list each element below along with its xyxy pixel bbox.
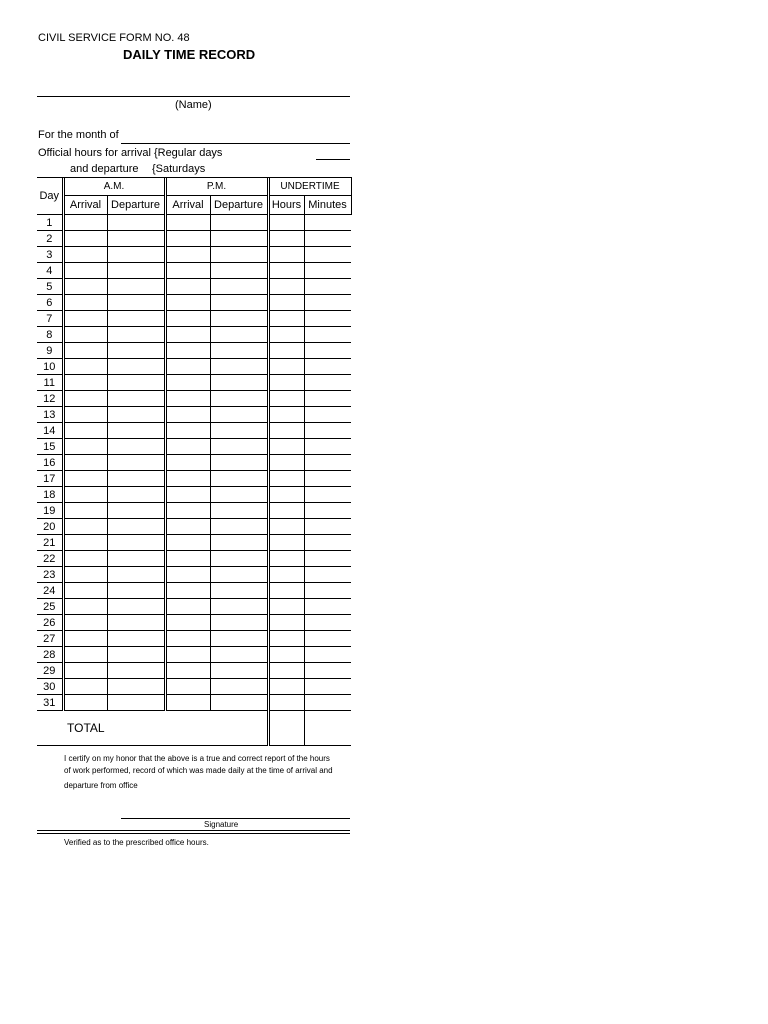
day-number: 18 bbox=[37, 487, 63, 503]
day-row bbox=[37, 231, 351, 247]
undertime-hours-cell[interactable] bbox=[268, 423, 304, 439]
am-arrival-cell[interactable] bbox=[63, 551, 107, 567]
day-row bbox=[37, 663, 351, 679]
day-number: 17 bbox=[37, 471, 63, 487]
undertime-hours-cell[interactable] bbox=[268, 439, 304, 455]
name-label: (Name) bbox=[175, 99, 212, 111]
pm-arrival-cell[interactable] bbox=[165, 679, 210, 695]
pm-arrival-cell[interactable] bbox=[165, 327, 210, 343]
day-number: 29 bbox=[37, 663, 63, 679]
day-number: 31 bbox=[37, 695, 63, 711]
day-row bbox=[37, 567, 351, 583]
pm-arrival-cell[interactable] bbox=[165, 231, 210, 247]
am-departure-cell[interactable] bbox=[107, 311, 165, 327]
am-departure-cell[interactable] bbox=[107, 455, 165, 471]
day-number: 11 bbox=[37, 375, 63, 391]
am-arrival-cell[interactable] bbox=[63, 327, 107, 343]
day-number: 2 bbox=[37, 231, 63, 247]
am-arrival-cell[interactable] bbox=[63, 599, 107, 615]
pm-departure-cell[interactable] bbox=[210, 423, 268, 439]
undertime-minutes-cell[interactable] bbox=[304, 599, 351, 615]
day-row bbox=[37, 471, 351, 487]
undertime-minutes-cell[interactable] bbox=[304, 423, 351, 439]
undertime-hours-cell[interactable] bbox=[268, 647, 304, 663]
day-header: Day bbox=[37, 178, 63, 215]
day-number: 13 bbox=[37, 407, 63, 423]
pm-arrival-cell[interactable] bbox=[165, 247, 210, 263]
page-title: DAILY TIME RECORD bbox=[123, 47, 256, 62]
pm-departure-cell[interactable] bbox=[210, 567, 268, 583]
day-row bbox=[37, 247, 351, 263]
undertime-minutes-cell[interactable] bbox=[304, 407, 351, 423]
day-row bbox=[37, 583, 351, 599]
am-arrival-cell[interactable] bbox=[63, 583, 107, 599]
pm-arrival-cell[interactable] bbox=[165, 503, 210, 519]
am-arrival-cell[interactable] bbox=[63, 487, 107, 503]
signature-line[interactable] bbox=[121, 818, 350, 819]
am-departure-cell[interactable] bbox=[107, 343, 165, 359]
am-departure-cell[interactable] bbox=[107, 599, 165, 615]
undertime-hours-cell[interactable] bbox=[268, 343, 304, 359]
day-row bbox=[37, 615, 351, 631]
am-arrival-cell[interactable] bbox=[63, 471, 107, 487]
form-number: CIVIL SERVICE FORM NO. 48 bbox=[38, 32, 190, 44]
day-row bbox=[37, 279, 351, 295]
pm-departure-cell[interactable] bbox=[210, 503, 268, 519]
undertime-header: UNDERTIME bbox=[268, 178, 351, 196]
month-label: For the month of bbox=[38, 129, 119, 141]
pm-arrival-cell[interactable] bbox=[165, 407, 210, 423]
certification-line-3: departure from office bbox=[64, 781, 138, 790]
pm-arrival-cell[interactable] bbox=[165, 631, 210, 647]
am-arrival-cell[interactable] bbox=[63, 295, 107, 311]
undertime-hours-header: Hours bbox=[268, 196, 304, 215]
am-departure-cell[interactable] bbox=[107, 631, 165, 647]
am-arrival-cell[interactable] bbox=[63, 679, 107, 695]
am-header: A.M. bbox=[63, 178, 165, 196]
pm-departure-cell[interactable] bbox=[210, 679, 268, 695]
am-departure-cell[interactable] bbox=[107, 359, 165, 375]
pm-arrival-cell[interactable] bbox=[165, 583, 210, 599]
pm-departure-cell[interactable] bbox=[210, 311, 268, 327]
undertime-minutes-cell[interactable] bbox=[304, 663, 351, 679]
am-departure-cell[interactable] bbox=[107, 423, 165, 439]
am-departure-header: Departure bbox=[107, 196, 165, 215]
day-row bbox=[37, 423, 351, 439]
pm-departure-cell[interactable] bbox=[210, 551, 268, 567]
am-departure-cell[interactable] bbox=[107, 535, 165, 551]
am-arrival-cell[interactable] bbox=[63, 663, 107, 679]
undertime-minutes-cell[interactable] bbox=[304, 439, 351, 455]
pm-departure-cell[interactable] bbox=[210, 439, 268, 455]
am-arrival-cell[interactable] bbox=[63, 439, 107, 455]
total-minutes-cell[interactable] bbox=[304, 711, 351, 746]
undertime-minutes-cell[interactable] bbox=[304, 311, 351, 327]
undertime-hours-cell[interactable] bbox=[268, 391, 304, 407]
am-arrival-cell[interactable] bbox=[63, 423, 107, 439]
am-arrival-cell[interactable] bbox=[63, 695, 107, 711]
am-departure-cell[interactable] bbox=[107, 551, 165, 567]
certification-line-2: of work performed, record of which was made daily at the time of arrival and bbox=[64, 766, 333, 775]
undertime-minutes-cell[interactable] bbox=[304, 343, 351, 359]
am-arrival-cell[interactable] bbox=[63, 263, 107, 279]
pm-arrival-cell[interactable] bbox=[165, 359, 210, 375]
undertime-hours-cell[interactable] bbox=[268, 583, 304, 599]
pm-departure-cell[interactable] bbox=[210, 359, 268, 375]
undertime-minutes-cell[interactable] bbox=[304, 263, 351, 279]
day-row bbox=[37, 391, 351, 407]
undertime-minutes-cell[interactable] bbox=[304, 279, 351, 295]
pm-arrival-cell[interactable] bbox=[165, 599, 210, 615]
pm-departure-cell[interactable] bbox=[210, 247, 268, 263]
day-row bbox=[37, 407, 351, 423]
pm-departure-cell[interactable] bbox=[210, 263, 268, 279]
day-number: 12 bbox=[37, 391, 63, 407]
undertime-hours-cell[interactable] bbox=[268, 359, 304, 375]
undertime-hours-cell[interactable] bbox=[268, 231, 304, 247]
am-departure-cell[interactable] bbox=[107, 439, 165, 455]
day-row bbox=[37, 455, 351, 471]
undertime-hours-cell[interactable] bbox=[268, 279, 304, 295]
pm-arrival-cell[interactable] bbox=[165, 471, 210, 487]
day-number: 22 bbox=[37, 551, 63, 567]
am-departure-cell[interactable] bbox=[107, 503, 165, 519]
am-departure-cell[interactable] bbox=[107, 583, 165, 599]
am-arrival-cell[interactable] bbox=[63, 615, 107, 631]
signature-bottom-line bbox=[37, 830, 350, 831]
day-row bbox=[37, 519, 351, 535]
undertime-minutes-header: Minutes bbox=[304, 196, 351, 215]
pm-departure-cell[interactable] bbox=[210, 599, 268, 615]
undertime-hours-cell[interactable] bbox=[268, 663, 304, 679]
pm-arrival-cell[interactable] bbox=[165, 375, 210, 391]
total-label: TOTAL bbox=[37, 711, 268, 746]
verified-text: Verified as to the prescribed office hours. bbox=[64, 838, 209, 847]
pm-arrival-cell[interactable] bbox=[165, 615, 210, 631]
pm-arrival-cell[interactable] bbox=[165, 551, 210, 567]
day-number: 5 bbox=[37, 279, 63, 295]
day-number: 24 bbox=[37, 583, 63, 599]
day-row bbox=[37, 359, 351, 375]
undertime-hours-cell[interactable] bbox=[268, 551, 304, 567]
undertime-minutes-cell[interactable] bbox=[304, 327, 351, 343]
am-departure-cell[interactable] bbox=[107, 215, 165, 231]
undertime-hours-cell[interactable] bbox=[268, 615, 304, 631]
pm-departure-cell[interactable] bbox=[210, 519, 268, 535]
undertime-minutes-cell[interactable] bbox=[304, 359, 351, 375]
day-row bbox=[37, 311, 351, 327]
day-row bbox=[37, 295, 351, 311]
day-row bbox=[37, 679, 351, 695]
day-number: 30 bbox=[37, 679, 63, 695]
undertime-minutes-cell[interactable] bbox=[304, 391, 351, 407]
signature-bottom-line-2 bbox=[37, 833, 350, 834]
undertime-minutes-cell[interactable] bbox=[304, 503, 351, 519]
pm-arrival-cell[interactable] bbox=[165, 295, 210, 311]
am-departure-cell[interactable] bbox=[107, 615, 165, 631]
pm-arrival-cell[interactable] bbox=[165, 455, 210, 471]
pm-arrival-cell[interactable] bbox=[165, 279, 210, 295]
undertime-hours-cell[interactable] bbox=[268, 599, 304, 615]
undertime-minutes-cell[interactable] bbox=[304, 471, 351, 487]
day-number: 14 bbox=[37, 423, 63, 439]
am-departure-cell[interactable] bbox=[107, 695, 165, 711]
am-departure-cell[interactable] bbox=[107, 295, 165, 311]
day-number: 7 bbox=[37, 311, 63, 327]
day-row bbox=[37, 647, 351, 663]
day-row bbox=[37, 503, 351, 519]
undertime-minutes-cell[interactable] bbox=[304, 647, 351, 663]
undertime-hours-cell[interactable] bbox=[268, 455, 304, 471]
undertime-minutes-cell[interactable] bbox=[304, 535, 351, 551]
undertime-hours-cell[interactable] bbox=[268, 519, 304, 535]
undertime-minutes-cell[interactable] bbox=[304, 679, 351, 695]
undertime-minutes-cell[interactable] bbox=[304, 295, 351, 311]
am-arrival-cell[interactable] bbox=[63, 279, 107, 295]
pm-arrival-cell[interactable] bbox=[165, 391, 210, 407]
day-number: 16 bbox=[37, 455, 63, 471]
undertime-minutes-cell[interactable] bbox=[304, 519, 351, 535]
pm-departure-cell[interactable] bbox=[210, 647, 268, 663]
pm-departure-cell[interactable] bbox=[210, 407, 268, 423]
undertime-minutes-cell[interactable] bbox=[304, 583, 351, 599]
pm-header: P.M. bbox=[165, 178, 268, 196]
day-row bbox=[37, 551, 351, 567]
undertime-minutes-cell[interactable] bbox=[304, 455, 351, 471]
undertime-hours-cell[interactable] bbox=[268, 407, 304, 423]
pm-departure-cell[interactable] bbox=[210, 487, 268, 503]
day-number: 20 bbox=[37, 519, 63, 535]
undertime-hours-cell[interactable] bbox=[268, 263, 304, 279]
pm-arrival-cell[interactable] bbox=[165, 695, 210, 711]
certification-line-1: I certify on my honor that the above is a true and correct report of the hours bbox=[64, 754, 330, 763]
am-arrival-cell[interactable] bbox=[63, 503, 107, 519]
pm-departure-cell[interactable] bbox=[210, 583, 268, 599]
am-departure-cell[interactable] bbox=[107, 263, 165, 279]
name-line[interactable] bbox=[37, 96, 350, 97]
pm-departure-cell[interactable] bbox=[210, 391, 268, 407]
undertime-hours-cell[interactable] bbox=[268, 695, 304, 711]
am-departure-cell[interactable] bbox=[107, 519, 165, 535]
day-row bbox=[37, 343, 351, 359]
day-row bbox=[37, 327, 351, 343]
am-departure-cell[interactable] bbox=[107, 279, 165, 295]
day-number: 9 bbox=[37, 343, 63, 359]
pm-departure-cell[interactable] bbox=[210, 375, 268, 391]
undertime-hours-cell[interactable] bbox=[268, 631, 304, 647]
pm-arrival-cell[interactable] bbox=[165, 311, 210, 327]
am-arrival-cell[interactable] bbox=[63, 391, 107, 407]
undertime-minutes-cell[interactable] bbox=[304, 551, 351, 567]
pm-arrival-cell[interactable] bbox=[165, 439, 210, 455]
am-arrival-cell[interactable] bbox=[63, 375, 107, 391]
undertime-minutes-cell[interactable] bbox=[304, 695, 351, 711]
am-departure-cell[interactable] bbox=[107, 231, 165, 247]
pm-arrival-cell[interactable] bbox=[165, 647, 210, 663]
undertime-hours-cell[interactable] bbox=[268, 215, 304, 231]
pm-departure-cell[interactable] bbox=[210, 535, 268, 551]
day-number: 26 bbox=[37, 615, 63, 631]
pm-departure-cell[interactable] bbox=[210, 455, 268, 471]
day-number: 28 bbox=[37, 647, 63, 663]
am-arrival-cell[interactable] bbox=[63, 311, 107, 327]
pm-arrival-header: Arrival bbox=[165, 196, 210, 215]
undertime-hours-cell[interactable] bbox=[268, 375, 304, 391]
undertime-hours-cell[interactable] bbox=[268, 471, 304, 487]
undertime-minutes-cell[interactable] bbox=[304, 615, 351, 631]
pm-departure-header: Departure bbox=[210, 196, 268, 215]
undertime-hours-cell[interactable] bbox=[268, 567, 304, 583]
undertime-minutes-cell[interactable] bbox=[304, 247, 351, 263]
day-number: 21 bbox=[37, 535, 63, 551]
am-departure-cell[interactable] bbox=[107, 679, 165, 695]
am-departure-cell[interactable] bbox=[107, 647, 165, 663]
am-arrival-cell[interactable] bbox=[63, 535, 107, 551]
day-number: 3 bbox=[37, 247, 63, 263]
am-arrival-cell[interactable] bbox=[63, 231, 107, 247]
day-number: 25 bbox=[37, 599, 63, 615]
am-arrival-cell[interactable] bbox=[63, 567, 107, 583]
pm-arrival-cell[interactable] bbox=[165, 263, 210, 279]
pm-arrival-cell[interactable] bbox=[165, 423, 210, 439]
day-row bbox=[37, 535, 351, 551]
undertime-hours-cell[interactable] bbox=[268, 295, 304, 311]
pm-arrival-cell[interactable] bbox=[165, 215, 210, 231]
day-number: 23 bbox=[37, 567, 63, 583]
am-departure-cell[interactable] bbox=[107, 375, 165, 391]
pm-departure-cell[interactable] bbox=[210, 471, 268, 487]
am-arrival-cell[interactable] bbox=[63, 631, 107, 647]
undertime-hours-cell[interactable] bbox=[268, 679, 304, 695]
am-arrival-cell[interactable] bbox=[63, 359, 107, 375]
undertime-minutes-cell[interactable] bbox=[304, 567, 351, 583]
pm-departure-cell[interactable] bbox=[210, 631, 268, 647]
am-departure-cell[interactable] bbox=[107, 327, 165, 343]
day-number: 10 bbox=[37, 359, 63, 375]
day-number: 27 bbox=[37, 631, 63, 647]
am-departure-cell[interactable] bbox=[107, 663, 165, 679]
undertime-minutes-cell[interactable] bbox=[304, 231, 351, 247]
undertime-hours-cell[interactable] bbox=[268, 327, 304, 343]
am-arrival-cell[interactable] bbox=[63, 647, 107, 663]
undertime-minutes-cell[interactable] bbox=[304, 215, 351, 231]
month-line[interactable] bbox=[121, 143, 350, 144]
day-row bbox=[37, 695, 351, 711]
pm-arrival-cell[interactable] bbox=[165, 567, 210, 583]
pm-departure-cell[interactable] bbox=[210, 695, 268, 711]
undertime-hours-cell[interactable] bbox=[268, 487, 304, 503]
am-departure-cell[interactable] bbox=[107, 407, 165, 423]
pm-departure-cell[interactable] bbox=[210, 215, 268, 231]
pm-departure-cell[interactable] bbox=[210, 295, 268, 311]
am-arrival-cell[interactable] bbox=[63, 519, 107, 535]
saturdays-label: {Saturdays bbox=[152, 163, 206, 175]
pm-arrival-cell[interactable] bbox=[165, 343, 210, 359]
day-row bbox=[37, 487, 351, 503]
total-hours-cell[interactable] bbox=[268, 711, 304, 746]
pm-departure-cell[interactable] bbox=[210, 343, 268, 359]
pm-departure-cell[interactable] bbox=[210, 663, 268, 679]
day-row bbox=[37, 375, 351, 391]
undertime-hours-cell[interactable] bbox=[268, 535, 304, 551]
undertime-hours-cell[interactable] bbox=[268, 311, 304, 327]
am-departure-cell[interactable] bbox=[107, 487, 165, 503]
pm-departure-cell[interactable] bbox=[210, 327, 268, 343]
day-row bbox=[37, 631, 351, 647]
departure-label: and departure bbox=[70, 163, 139, 175]
day-number: 15 bbox=[37, 439, 63, 455]
pm-arrival-cell[interactable] bbox=[165, 663, 210, 679]
day-number: 1 bbox=[37, 215, 63, 231]
signature-label: Signature bbox=[204, 820, 239, 829]
undertime-minutes-cell[interactable] bbox=[304, 631, 351, 647]
time-record-table bbox=[37, 177, 352, 746]
undertime-hours-cell[interactable] bbox=[268, 503, 304, 519]
undertime-minutes-cell[interactable] bbox=[304, 375, 351, 391]
pm-arrival-cell[interactable] bbox=[165, 519, 210, 535]
pm-departure-cell[interactable] bbox=[210, 231, 268, 247]
day-row bbox=[37, 263, 351, 279]
am-departure-cell[interactable] bbox=[107, 471, 165, 487]
total-row bbox=[37, 711, 351, 746]
am-arrival-cell[interactable] bbox=[63, 247, 107, 263]
day-number: 4 bbox=[37, 263, 63, 279]
am-departure-cell[interactable] bbox=[107, 247, 165, 263]
day-number: 8 bbox=[37, 327, 63, 343]
day-number: 19 bbox=[37, 503, 63, 519]
pm-departure-cell[interactable] bbox=[210, 279, 268, 295]
undertime-hours-cell[interactable] bbox=[268, 247, 304, 263]
am-arrival-cell[interactable] bbox=[63, 407, 107, 423]
am-arrival-cell[interactable] bbox=[63, 215, 107, 231]
regular-days-line[interactable] bbox=[316, 159, 350, 160]
day-row bbox=[37, 599, 351, 615]
pm-arrival-cell[interactable] bbox=[165, 487, 210, 503]
pm-departure-cell[interactable] bbox=[210, 615, 268, 631]
official-hours-label: Official hours for arrival {Regular days bbox=[38, 147, 223, 159]
undertime-minutes-cell[interactable] bbox=[304, 487, 351, 503]
am-departure-cell[interactable] bbox=[107, 567, 165, 583]
day-row bbox=[37, 215, 351, 231]
am-departure-cell[interactable] bbox=[107, 391, 165, 407]
pm-arrival-cell[interactable] bbox=[165, 535, 210, 551]
day-row bbox=[37, 439, 351, 455]
am-arrival-header: Arrival bbox=[63, 196, 107, 215]
am-arrival-cell[interactable] bbox=[63, 343, 107, 359]
am-arrival-cell[interactable] bbox=[63, 455, 107, 471]
day-number: 6 bbox=[37, 295, 63, 311]
